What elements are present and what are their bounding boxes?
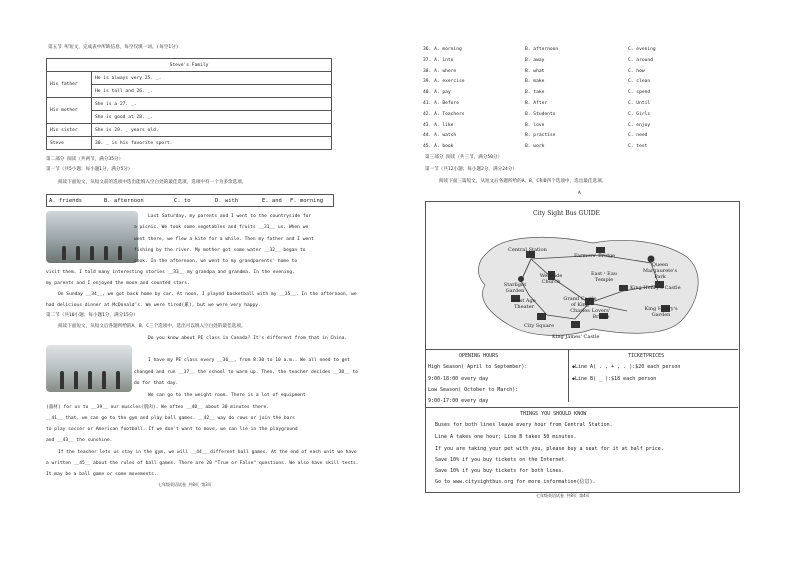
map-title: City Sight Bus GUIDE bbox=[533, 210, 600, 217]
passage-line: (器材) for us to __39__ our muscles(肌肉). We often __40__ about 30 minutes there. bbox=[46, 405, 270, 410]
prices-title: TICKETPRICES bbox=[628, 353, 665, 359]
option: E. and bbox=[262, 198, 282, 204]
answer-option: B. away bbox=[525, 57, 545, 63]
passage-line: a written __45__ about the rules of ball games. There are 20 "True or False" questions. We also have skill tests. bbox=[46, 461, 359, 466]
passage-line: to play soccer or American football. If we don't want to move, we can lie in the playground bbox=[46, 427, 298, 432]
map-label: Central Station bbox=[508, 247, 547, 253]
answer-option: B. After bbox=[525, 101, 548, 106]
table-cell: She is good at 28. _. bbox=[92, 111, 332, 124]
sec2-heading: 第二节（共10小题；每小题1分，满分15分） bbox=[46, 313, 138, 318]
option: A. friends bbox=[49, 198, 83, 204]
answer-option: B. Students bbox=[525, 111, 556, 117]
know-line: If you are taking your pet with you, please buy a seat for it at half price. bbox=[435, 446, 664, 452]
answer-option: 37. A. into bbox=[423, 57, 454, 63]
answer-option: 45. A. book bbox=[423, 144, 454, 150]
passage-line: had delicious dinner at McDonald's. We were tired(累), but we were very happy. bbox=[46, 303, 261, 308]
answer-option: C. Until bbox=[628, 101, 651, 106]
price-line: ◆Line B( _ ):$18 each person bbox=[572, 376, 657, 382]
answer-option: 43. A. like bbox=[423, 122, 454, 128]
passage-line: It may be a ball game or some movements. bbox=[46, 472, 157, 477]
hours-line: 9:00-18:00 every day bbox=[428, 376, 489, 382]
picnic-photo bbox=[46, 211, 138, 263]
section5-heading: 第五节 听短文，完成表中所缺信息，每空仅填一词。(每空1分) bbox=[48, 45, 179, 50]
answer-option: C. test bbox=[628, 144, 648, 150]
table-cell: She is a 27. _. bbox=[92, 98, 332, 111]
answer-option: C. Girls bbox=[628, 111, 651, 117]
table-title: Steve's Family bbox=[47, 59, 332, 72]
answer-option: 42. A. Teachers bbox=[423, 111, 465, 117]
know-title: THINGS YOU SHOULD KNOW bbox=[520, 411, 587, 417]
know-line: Save 10% if you buy tickets on the Internet. bbox=[435, 457, 568, 463]
passage-line: my parents and I enjoyed the moon and counted stars. bbox=[46, 281, 190, 286]
answer-option: 39. A. exercise bbox=[423, 79, 465, 85]
table-row-label: His sister bbox=[47, 124, 92, 137]
sec2-instructions: 阅读下面短文，从短文后各题所给的A、B、C三个选项中，选出可以填入空白处的最佳选项。 bbox=[58, 324, 246, 329]
table-cell: 30. _ is his favorite sport. bbox=[92, 137, 332, 150]
table-row-label: His father bbox=[47, 72, 92, 98]
part3-instructions: 阅读下面三篇短文，从短文后各题所给的A、B、C和D四个选项中，选出最佳选项。 bbox=[439, 179, 607, 184]
castle-icon bbox=[571, 321, 580, 328]
sec1-instructions: 阅读下面短文，从短文前的选项中选出能填入空白处的最佳选项。选项中有一个为多余选项。 bbox=[58, 180, 247, 185]
map-label: First Age Theater bbox=[512, 298, 536, 310]
section-divider bbox=[425, 407, 738, 408]
know-line: Save 10% if you buy tickets for both lines. bbox=[435, 468, 565, 474]
hours-title: OPENING HOURS bbox=[459, 353, 499, 359]
know-line: Buses for both lines leave every hour from Central Station. bbox=[435, 422, 613, 428]
passage-line: and __43__ the sunshine. bbox=[46, 438, 113, 443]
part2-heading: 第二部分 阅读（共两节，满分35分） bbox=[46, 157, 124, 162]
table-cell: She is 29. _ years old. bbox=[92, 124, 332, 137]
part3-heading: 第三部分 阅读（共三节，满分50分） bbox=[425, 155, 503, 160]
price-line: ◆Line A( . , + , . ):$20 each person bbox=[572, 364, 681, 370]
passage-line: __41__ that, we can go to the gym and play ball games. __42__ way do rows or join the bars bbox=[46, 416, 295, 421]
answer-option: B. practise bbox=[525, 133, 556, 139]
map-label: East・Eau Temple bbox=[590, 271, 618, 283]
answer-option: C. enjoy bbox=[628, 122, 651, 128]
right-footer: 七年级英语试卷 共8页 第4页 bbox=[536, 493, 590, 498]
passage-letter: A bbox=[578, 191, 581, 196]
passage-line: We can go to the weight room. There is a lot of equipment bbox=[148, 393, 306, 398]
map-label: Starlight Garden bbox=[503, 282, 527, 294]
answer-option: C. need bbox=[628, 133, 648, 139]
passage-line: went there, we flew a kite for a while. Then my father and I went bbox=[134, 237, 314, 242]
answer-option: B. love bbox=[525, 122, 545, 128]
map-label: King James' Castle bbox=[552, 334, 600, 340]
square-icon bbox=[537, 313, 546, 320]
map-label: City Square bbox=[524, 323, 555, 329]
option: B. afternoon bbox=[104, 198, 144, 204]
hours-line: High Season( April to September): bbox=[428, 364, 528, 370]
answer-option: B. what bbox=[525, 68, 545, 74]
answer-option: 41. A. Before bbox=[423, 101, 459, 106]
answer-option: B. make bbox=[525, 79, 545, 85]
answer-option: B. work bbox=[525, 144, 545, 150]
passage-line: a picnic. We took some vegetables and fruits __31__ us. When we bbox=[134, 225, 309, 230]
pe-class-photo bbox=[46, 345, 132, 392]
hours-line: 9:00-17:00 every day bbox=[428, 398, 489, 404]
passage-line: cook. In the afternoon, we went to my grandparents' home to bbox=[134, 259, 298, 264]
map-label: Farmers' Bridge bbox=[574, 253, 616, 259]
know-line: Go to www.citysightbus.org for more information(信息). bbox=[435, 479, 596, 485]
hours-line: Low Season( October to March): bbox=[428, 387, 519, 393]
passage-line: fishing by the river. My mother got some water __32__ began to bbox=[134, 248, 306, 253]
table-cell: He is always very 25. _. bbox=[92, 72, 332, 85]
column-divider bbox=[568, 349, 569, 402]
passage-line: On Sunday __34__, we got back home by car. At noon, I played basketball with my __35__. In the afternoon, we bbox=[58, 292, 357, 297]
answer-option: 40. A. pay bbox=[423, 90, 451, 96]
answer-option: C. how bbox=[628, 68, 645, 74]
map-label: King Henry's Garden bbox=[644, 306, 678, 318]
bus-route-map bbox=[425, 215, 738, 347]
map-label: Lovers' Bridge bbox=[591, 308, 611, 320]
steve-family-table bbox=[46, 58, 332, 150]
answer-option: C. around bbox=[628, 57, 653, 63]
answer-option: B. afternoon bbox=[525, 47, 559, 52]
map-label: King Henry's Castle bbox=[630, 285, 681, 291]
passage-line: do for that day. bbox=[134, 381, 179, 386]
table-row-label: Steve bbox=[47, 137, 92, 150]
passage-line: If the teacher lets us stay in the gym, we will __44__ different ball games. At the end of each unit we have bbox=[58, 450, 357, 455]
passage-line: visit them. I told many interesting stories __33__ my grandpa and grandma. In the evening, bbox=[46, 270, 295, 275]
table-row-label: His mother bbox=[47, 98, 92, 124]
map-label: Grand Castle of King Charles bbox=[563, 296, 597, 314]
option: F. morning bbox=[290, 198, 324, 204]
passage-line: Last Saturday, my parents and I went to the countryside for bbox=[148, 214, 312, 219]
sec1-heading: 第一节（共5小题；每小题1分，满分5分） bbox=[46, 167, 133, 172]
map-label: Queen Margaurete's Park bbox=[642, 262, 678, 280]
answer-option: B. take bbox=[525, 90, 545, 96]
option: C. to bbox=[174, 198, 191, 204]
passage-line: changed and run __37__ the school to warm up. Then, the teacher decides __38__ to bbox=[134, 370, 359, 375]
answer-option: C. clean bbox=[628, 79, 651, 85]
answer-option: C. evening bbox=[628, 47, 656, 52]
answer-option: C. spend bbox=[628, 90, 651, 96]
know-line: Line A takes one hour; Line B takes 50 minutes. bbox=[435, 434, 577, 440]
option: D. with bbox=[215, 198, 239, 204]
temple-icon bbox=[619, 285, 628, 291]
answer-option: 38. A. where bbox=[423, 68, 457, 74]
map-label: Westside Church bbox=[539, 273, 563, 285]
passage-line: I have my PE class every __36__, from 8:30 to 10 a.m.. We all need to get bbox=[148, 358, 350, 363]
part3-sec1-heading: 第一节（共12小题；每小题2分，满分24分） bbox=[425, 167, 517, 172]
passage-line: Do you know about PE class in Canada? It's different from that in China. bbox=[148, 336, 348, 341]
answer-option: 36. A. morning bbox=[423, 47, 462, 52]
answer-option: 44. A. watch bbox=[423, 133, 457, 139]
table-cell: He is tall and 26. _. bbox=[92, 85, 332, 98]
left-footer: 七年级英语试卷 共8页 第3页 bbox=[158, 482, 212, 487]
